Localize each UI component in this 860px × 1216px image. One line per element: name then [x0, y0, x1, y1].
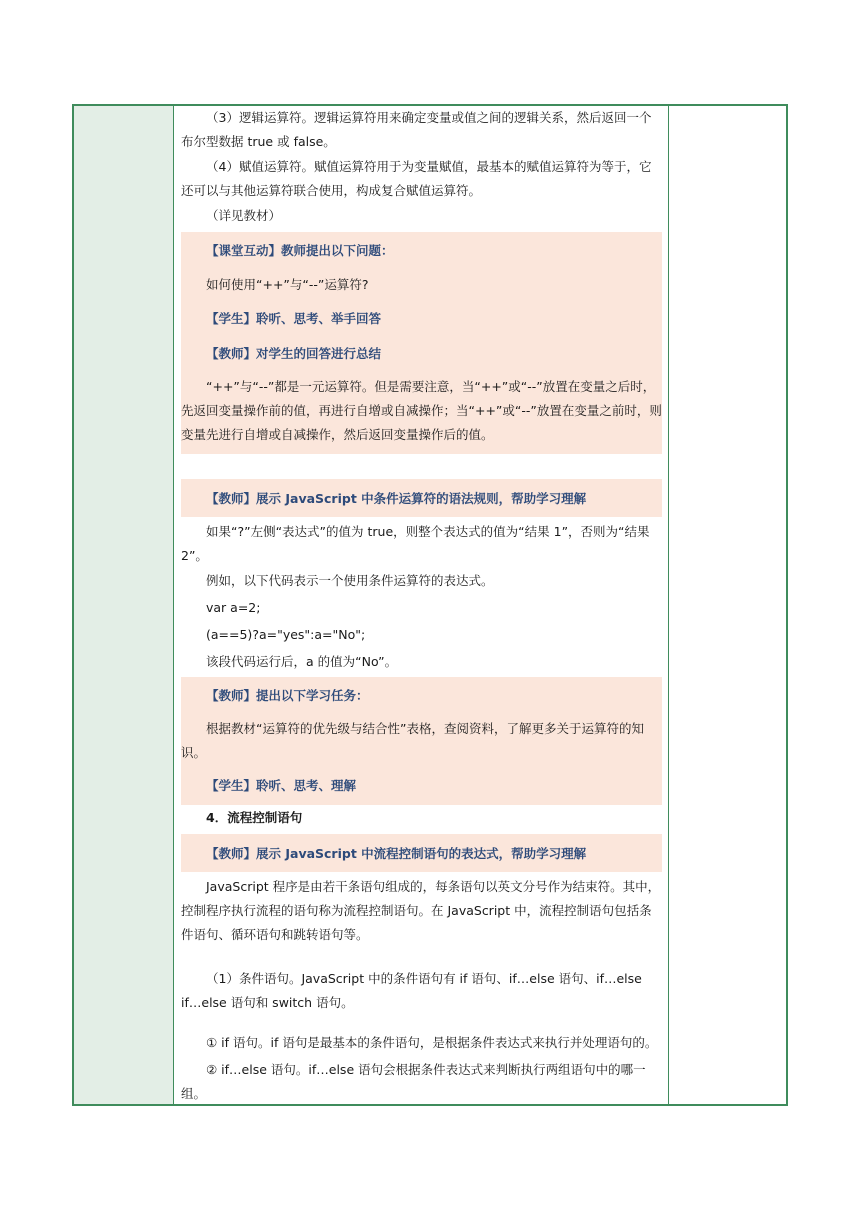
- code-line-2: (a==5)?a="yes":a="No";: [206, 627, 366, 642]
- section-4-heading: 4．流程控制语句: [206, 810, 303, 825]
- see-textbook-note: （详见教材）: [206, 208, 282, 223]
- learning-task-text: 根据教材“运算符的优先级与结合性”表格，查阅资料，了解更多关于运算符的知识。: [181, 721, 644, 760]
- conditional-operator-heading: 【教师】展示 JavaScript 中条件运算符的语法规则，帮助学习理解: [206, 491, 587, 506]
- if-statement-item: ① if 语句。if 语句是最基本的条件语句，是根据条件表达式来执行并处理语句的。: [206, 1035, 658, 1050]
- classroom-interaction-heading: 【课堂互动】教师提出以下问题：: [206, 243, 394, 258]
- conditional-statements-paragraph: （1）条件语句。JavaScript 中的条件语句有 if 语句、if…else 语句、if…else if…else 语句和 switch 语句。: [181, 971, 642, 1010]
- example-intro: 例如，以下代码表示一个使用条件运算符的表达式。: [206, 573, 494, 588]
- right-column: [669, 106, 786, 1104]
- code-line-1: var a=2;: [206, 600, 261, 615]
- student-understand-heading: 【学生】聆听、思考、理解: [206, 778, 357, 793]
- if-else-statement-item: ② if…else 语句。if…else 语句会根据条件表达式来判断执行两组语句中的哪一组。: [181, 1062, 646, 1101]
- lesson-table: [72, 104, 788, 1106]
- question-text: 如何使用“++”与“--”运算符?: [206, 277, 369, 292]
- student-response-heading: 【学生】聆听、思考、举手回答: [206, 311, 382, 326]
- paragraph-assignment-operators: （4）赋值运算符。赋值运算符用于为变量赋值，最基本的赋值运算符为等于，它还可以与其他运算符联合使用，构成复合赋值运算符。: [181, 159, 652, 198]
- flow-control-explanation: JavaScript 程序是由若干条语句组成的，每条语句以英文分号作为结束符。其中，控制程序执行流程的语句称为流程控制语句。在 JavaScript 中，流程控制语句包括条件语句、循环语句和跳转语句等。: [181, 879, 661, 942]
- learning-task-heading: 【教师】提出以下学习任务：: [206, 688, 369, 703]
- teacher-summary-heading: 【教师】对学生的回答进行总结: [206, 346, 382, 361]
- flow-control-heading: 【教师】展示 JavaScript 中流程控制语句的表达式，帮助学习理解: [206, 846, 587, 861]
- code-result-text: 该段代码运行后，a 的值为“No”。: [206, 654, 398, 669]
- left-column: [74, 106, 174, 1104]
- content-column: [174, 106, 669, 1104]
- increment-decrement-explanation: “++”与“--”都是一元运算符。但是需要注意，当“++”或“--”放置在变量之后时，先返回变量操作前的值，再进行自增或自减操作；当“++”或“--”放置在变量之前时，则变量先进行自增或自减操作，然后返回变量操作后的值。: [181, 379, 662, 442]
- paragraph-logic-operators: （3）逻辑运算符。逻辑运算符用来确定变量或值之间的逻辑关系，然后返回一个布尔型数据 true 或 false。: [181, 110, 652, 149]
- conditional-operator-explanation: 如果“?”左侧“表达式”的值为 true，则整个表达式的值为“结果 1”，否则为“结果 2”。: [181, 524, 650, 563]
